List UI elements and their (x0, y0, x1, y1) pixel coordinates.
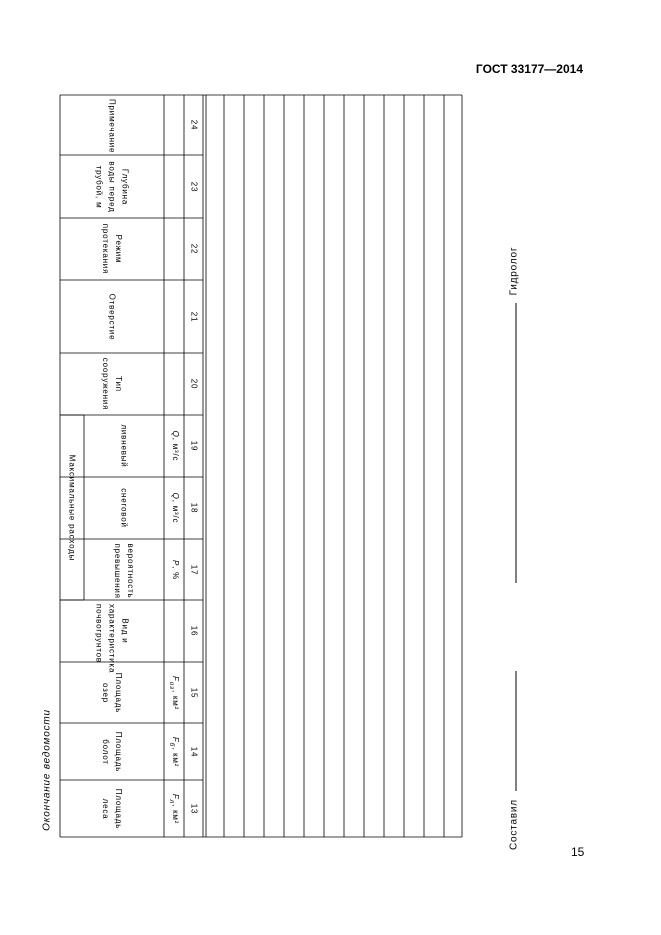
column-unit-14 (168, 736, 180, 766)
table-caption: Окончание ведомости (41, 709, 53, 831)
signature-compiled-line (516, 671, 517, 791)
signature-compiled (509, 670, 520, 850)
unit-tail: , км² (170, 689, 180, 710)
column-title-20: Тип сооружения (101, 357, 123, 411)
unit-symbol: Q (170, 492, 180, 500)
column-title-18: снеговой (119, 488, 129, 528)
column-title-13: Площадь леса (101, 788, 123, 829)
signature-hydrologist-label: Гидролог (508, 246, 520, 296)
signature-compiled-label: Составил (508, 799, 520, 850)
column-number-17: 17 (189, 564, 198, 575)
unit-subscript: оз (168, 681, 176, 690)
column-number-24: 24 (189, 119, 198, 131)
page-number: 15 (571, 845, 585, 859)
column-number-14: 14 (189, 746, 198, 757)
column-title-21: Отверстие (107, 293, 117, 340)
unit-tail: , км² (170, 746, 180, 767)
unit-tail: , км² (170, 803, 180, 824)
column-number-20: 20 (189, 378, 198, 390)
column-unit-18 (168, 493, 180, 524)
column-number-18: 18 (189, 502, 198, 514)
column-unit-19 (168, 431, 180, 462)
column-title-16: Вид и характеристика почвогрунтов (94, 604, 130, 674)
unit-symbol: F (170, 793, 180, 800)
unit-symbol: F (170, 736, 180, 743)
signature-hydrologist (508, 246, 520, 583)
column-title-15: Площадь озер (101, 672, 123, 713)
column-number-15: 15 (189, 687, 198, 698)
column-unit-17 (168, 559, 180, 579)
unit-tail: , % (170, 565, 180, 580)
column-title-17: вероятность превышения (113, 543, 135, 599)
column-title-22: Режим протекания (101, 223, 123, 275)
standard-number: ГОСТ 33177—2014 (475, 62, 583, 76)
column-title-14: Площадь болот (101, 731, 123, 772)
unit-symbol: Q (170, 430, 180, 438)
unit-symbol: F (170, 675, 180, 682)
column-title-24: Примечание (107, 99, 117, 154)
column-title-23: Глубина воды перед трубой, м (94, 160, 130, 213)
column-unit-13 (168, 793, 180, 823)
column-number-19: 19 (189, 440, 198, 452)
unit-subscript: л (168, 799, 176, 804)
column-unit-15 (168, 675, 180, 709)
signature-hydrologist-line (516, 303, 517, 583)
column-number-22: 22 (189, 243, 198, 255)
column-number-16: 16 (189, 625, 198, 637)
unit-tail: , м³/с (170, 499, 180, 524)
unit-symbol: P (170, 559, 180, 566)
unit-tail: , м³/с (170, 437, 180, 462)
column-number-21: 21 (189, 311, 198, 322)
column-number-23: 23 (189, 181, 198, 192)
unit-subscript: б (168, 742, 176, 747)
column-number-13: 13 (189, 803, 198, 814)
column-title-19: ливневый (119, 424, 129, 468)
group-label-max-discharge: Максимальные расходы (67, 454, 77, 561)
